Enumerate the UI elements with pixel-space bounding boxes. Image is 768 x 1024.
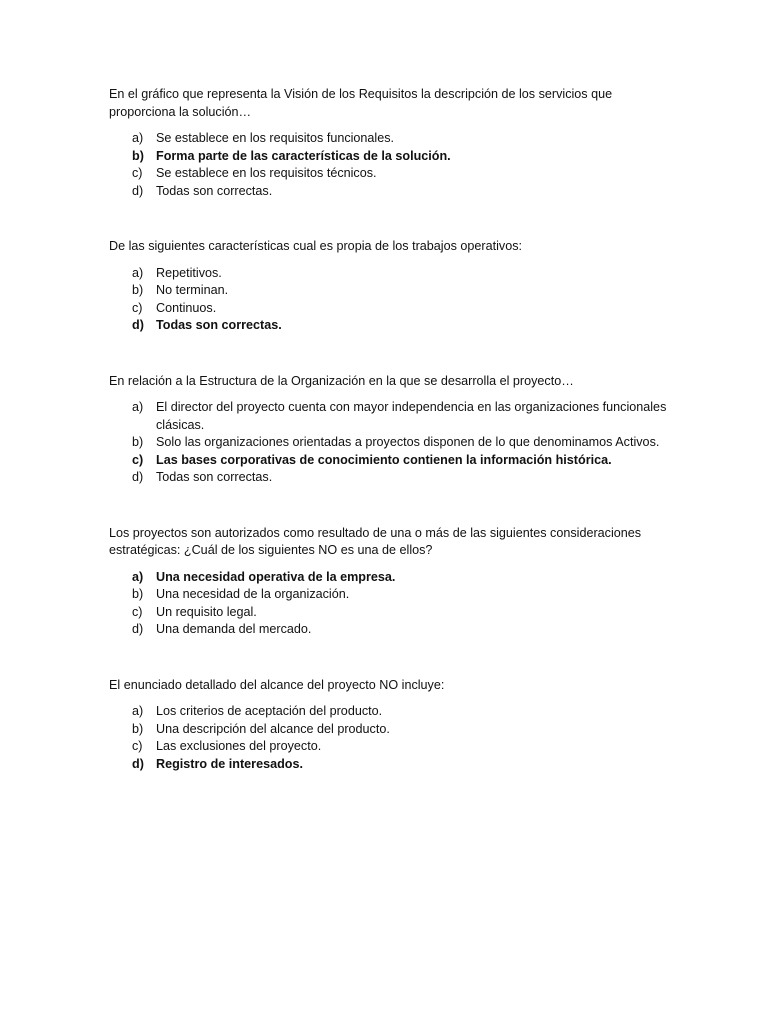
- option-c: [109, 300, 669, 318]
- option-letter: d): [132, 756, 144, 771]
- option-letter: b): [132, 435, 144, 449]
- option-text: Registro de interesados.: [156, 756, 303, 771]
- option-letter: d): [132, 183, 144, 198]
- option-a-correct: [109, 569, 669, 587]
- option-b: [109, 282, 669, 300]
- option-letter: a): [132, 704, 144, 718]
- option-a: [109, 399, 669, 434]
- option-letter: a): [132, 569, 144, 584]
- option-text: Una demanda del mercado.: [156, 622, 312, 636]
- option-text: Las bases corporativas de conocimiento contienen la información histórica.: [156, 452, 612, 467]
- option-letter: a): [132, 131, 144, 145]
- option-c-correct: [109, 452, 669, 470]
- options-list: [109, 265, 669, 335]
- option-b: [109, 434, 669, 452]
- option-letter: b): [132, 721, 144, 736]
- option-b: [109, 586, 669, 604]
- option-text: Se establece en los requisitos funcionales.: [156, 131, 395, 145]
- question-stem: En relación a la Estructura de la Organización en la que se desarrolla el proyecto…: [109, 373, 574, 388]
- option-text: Todas son correctas.: [156, 183, 273, 198]
- option-a: [109, 130, 669, 148]
- option-text: Se establece en los requisitos técnicos.: [156, 166, 377, 180]
- option-text: Todas son correctas.: [156, 318, 282, 332]
- option-letter: b): [132, 283, 144, 297]
- option-d: [109, 469, 669, 487]
- options-list: [109, 399, 669, 487]
- option-text: Continuos.: [156, 300, 217, 315]
- option-c: [109, 604, 669, 622]
- option-letter: b): [132, 148, 144, 163]
- question-4: [109, 525, 669, 639]
- option-letter: c): [132, 166, 143, 180]
- option-c: [109, 165, 669, 183]
- option-letter: a): [132, 265, 144, 280]
- option-d-correct: [109, 756, 669, 774]
- option-letter: c): [132, 300, 143, 315]
- question-1: [109, 86, 669, 200]
- option-letter: b): [132, 587, 144, 601]
- option-text: Repetitivos.: [156, 265, 222, 280]
- question-5: [109, 677, 669, 774]
- option-letter: d): [132, 622, 144, 636]
- question-stem: De las siguientes características cual es propia de los trabajos operativos:: [109, 239, 523, 253]
- option-d: [109, 183, 669, 201]
- option-letter: a): [132, 400, 144, 414]
- options-list: [109, 703, 669, 773]
- document-page: [109, 86, 669, 811]
- option-d-correct: [109, 317, 669, 335]
- option-letter: d): [132, 470, 144, 484]
- options-list: [109, 569, 669, 639]
- question-2: [109, 238, 669, 335]
- question-stem: En el gráfico que representa la Visión de los Requisitos la descripción de los servicios que proporciona la solución…: [109, 87, 613, 119]
- option-text: Una necesidad de la organización.: [156, 587, 350, 601]
- option-letter: c): [132, 739, 143, 753]
- option-text: No terminan.: [156, 283, 229, 297]
- question-stem: El enunciado detallado del alcance del proyecto NO incluye:: [109, 677, 445, 692]
- option-b: [109, 721, 669, 739]
- option-d: [109, 621, 669, 639]
- option-text: El director del proyecto cuenta con mayor independencia en las organizaciones funcionales clásicas.: [156, 400, 667, 432]
- option-letter: c): [132, 604, 143, 619]
- option-text: Las exclusiones del proyecto.: [156, 739, 322, 753]
- option-text: Todas son correctas.: [156, 470, 273, 484]
- option-text: Los criterios de aceptación del producto.: [156, 704, 383, 718]
- options-list: [109, 130, 669, 200]
- option-text: Solo las organizaciones orientadas a proyectos disponen de lo que denominamos Activos.: [156, 435, 660, 449]
- option-text: Una necesidad operativa de la empresa.: [156, 569, 396, 584]
- option-b-correct: [109, 148, 669, 166]
- option-a: [109, 703, 669, 721]
- option-a: [109, 265, 669, 283]
- question-3: [109, 373, 669, 487]
- option-text: Una descripción del alcance del producto.: [156, 721, 390, 736]
- option-letter: d): [132, 318, 144, 332]
- option-text: Forma parte de las características de la solución.: [156, 148, 451, 163]
- option-c: [109, 738, 669, 756]
- option-letter: c): [132, 452, 144, 467]
- option-text: Un requisito legal.: [156, 604, 257, 619]
- question-stem: Los proyectos son autorizados como resultado de una o más de las siguientes consideraciones estratégicas: ¿Cuál de los siguientes NO es una de ellos?: [109, 525, 642, 557]
